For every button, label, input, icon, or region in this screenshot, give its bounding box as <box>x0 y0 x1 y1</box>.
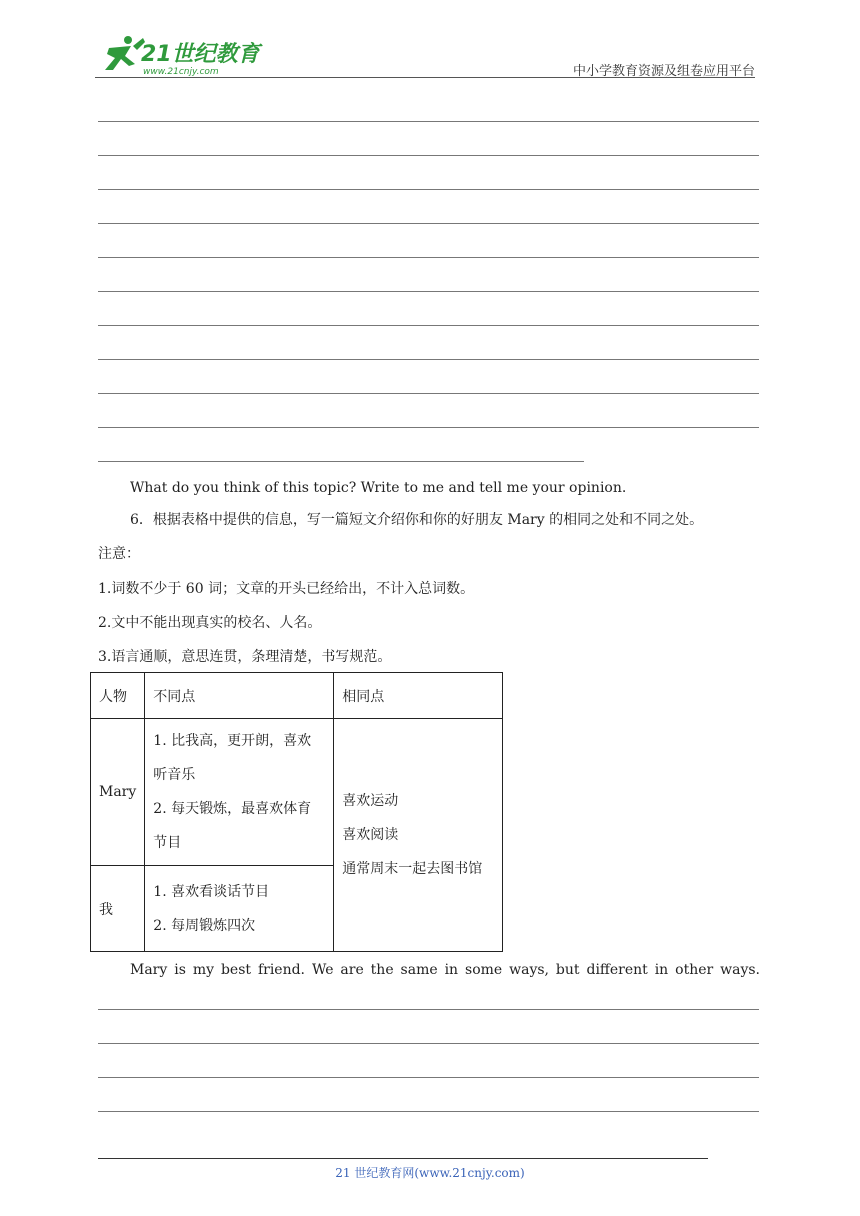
runner-icon <box>105 36 145 70</box>
me-differences: 1. 喜欢看谈话节目 2. 每周锻炼四次 <box>145 866 334 952</box>
writing-line <box>98 1009 759 1010</box>
writing-line <box>98 325 759 326</box>
note-title: 注意： <box>98 546 140 562</box>
prompt-line: What do you think of this topic? Write to me and tell me your opinion. <box>130 480 627 496</box>
mary-differences: 1. 比我高，更开朗，喜欢 听音乐 2. 每天锻炼，最喜欢体育 节目 <box>145 719 334 866</box>
writing-line <box>98 427 759 428</box>
question-6: 6．根据表格中提供的信息，写一篇短文介绍你和你的好朋友 Mary 的相同之处和不同之处。 <box>130 512 704 528</box>
writing-line <box>98 257 759 258</box>
writing-line <box>98 1043 759 1044</box>
writing-line <box>98 1111 759 1112</box>
writing-line <box>98 291 759 292</box>
note-1: 1.词数不少于 60 词；文章的开头已经给出，不计入总词数。 <box>98 581 475 597</box>
header-person: 人物 <box>91 673 145 719</box>
svg-text:21世纪教育: 21世纪教育 <box>141 42 260 67</box>
writing-line <box>98 1077 759 1078</box>
info-table <box>90 672 503 952</box>
writing-line <box>98 393 759 394</box>
writing-line <box>98 189 759 190</box>
writing-line <box>98 155 759 156</box>
footer-divider <box>98 1158 708 1159</box>
table-row-mary <box>91 719 503 866</box>
header-similarities: 相同点 <box>334 673 503 719</box>
person-mary: Mary <box>91 719 145 866</box>
footer-link[interactable]: 21 世纪教育网(www.21cnjy.com) <box>335 1166 525 1180</box>
writing-line <box>98 223 759 224</box>
page-header <box>95 30 755 78</box>
platform-name: 中小学教育资源及组卷应用平台 <box>572 64 755 79</box>
logo-21cnjy <box>95 34 265 76</box>
similarities: 喜欢运动 喜欢阅读 通常周末一起去图书馆 <box>334 719 503 952</box>
person-me: 我 <box>91 866 145 952</box>
table-header-row <box>91 673 503 719</box>
note-3: 3.语言通顺，意思连贯，条理清楚，书写规范。 <box>98 649 392 665</box>
header-differences: 不同点 <box>145 673 334 719</box>
header-divider <box>95 77 755 78</box>
writing-line <box>98 359 759 360</box>
svg-text:www.21cnjy.com: www.21cnjy.com <box>143 67 219 76</box>
writing-line <box>98 121 759 122</box>
writing-line-short <box>98 461 584 462</box>
essay-start: Mary is my best friend. We are the same in some ways, but different in other ways. <box>130 962 760 978</box>
note-2: 2.文中不能出现真实的校名、人名。 <box>98 615 322 631</box>
